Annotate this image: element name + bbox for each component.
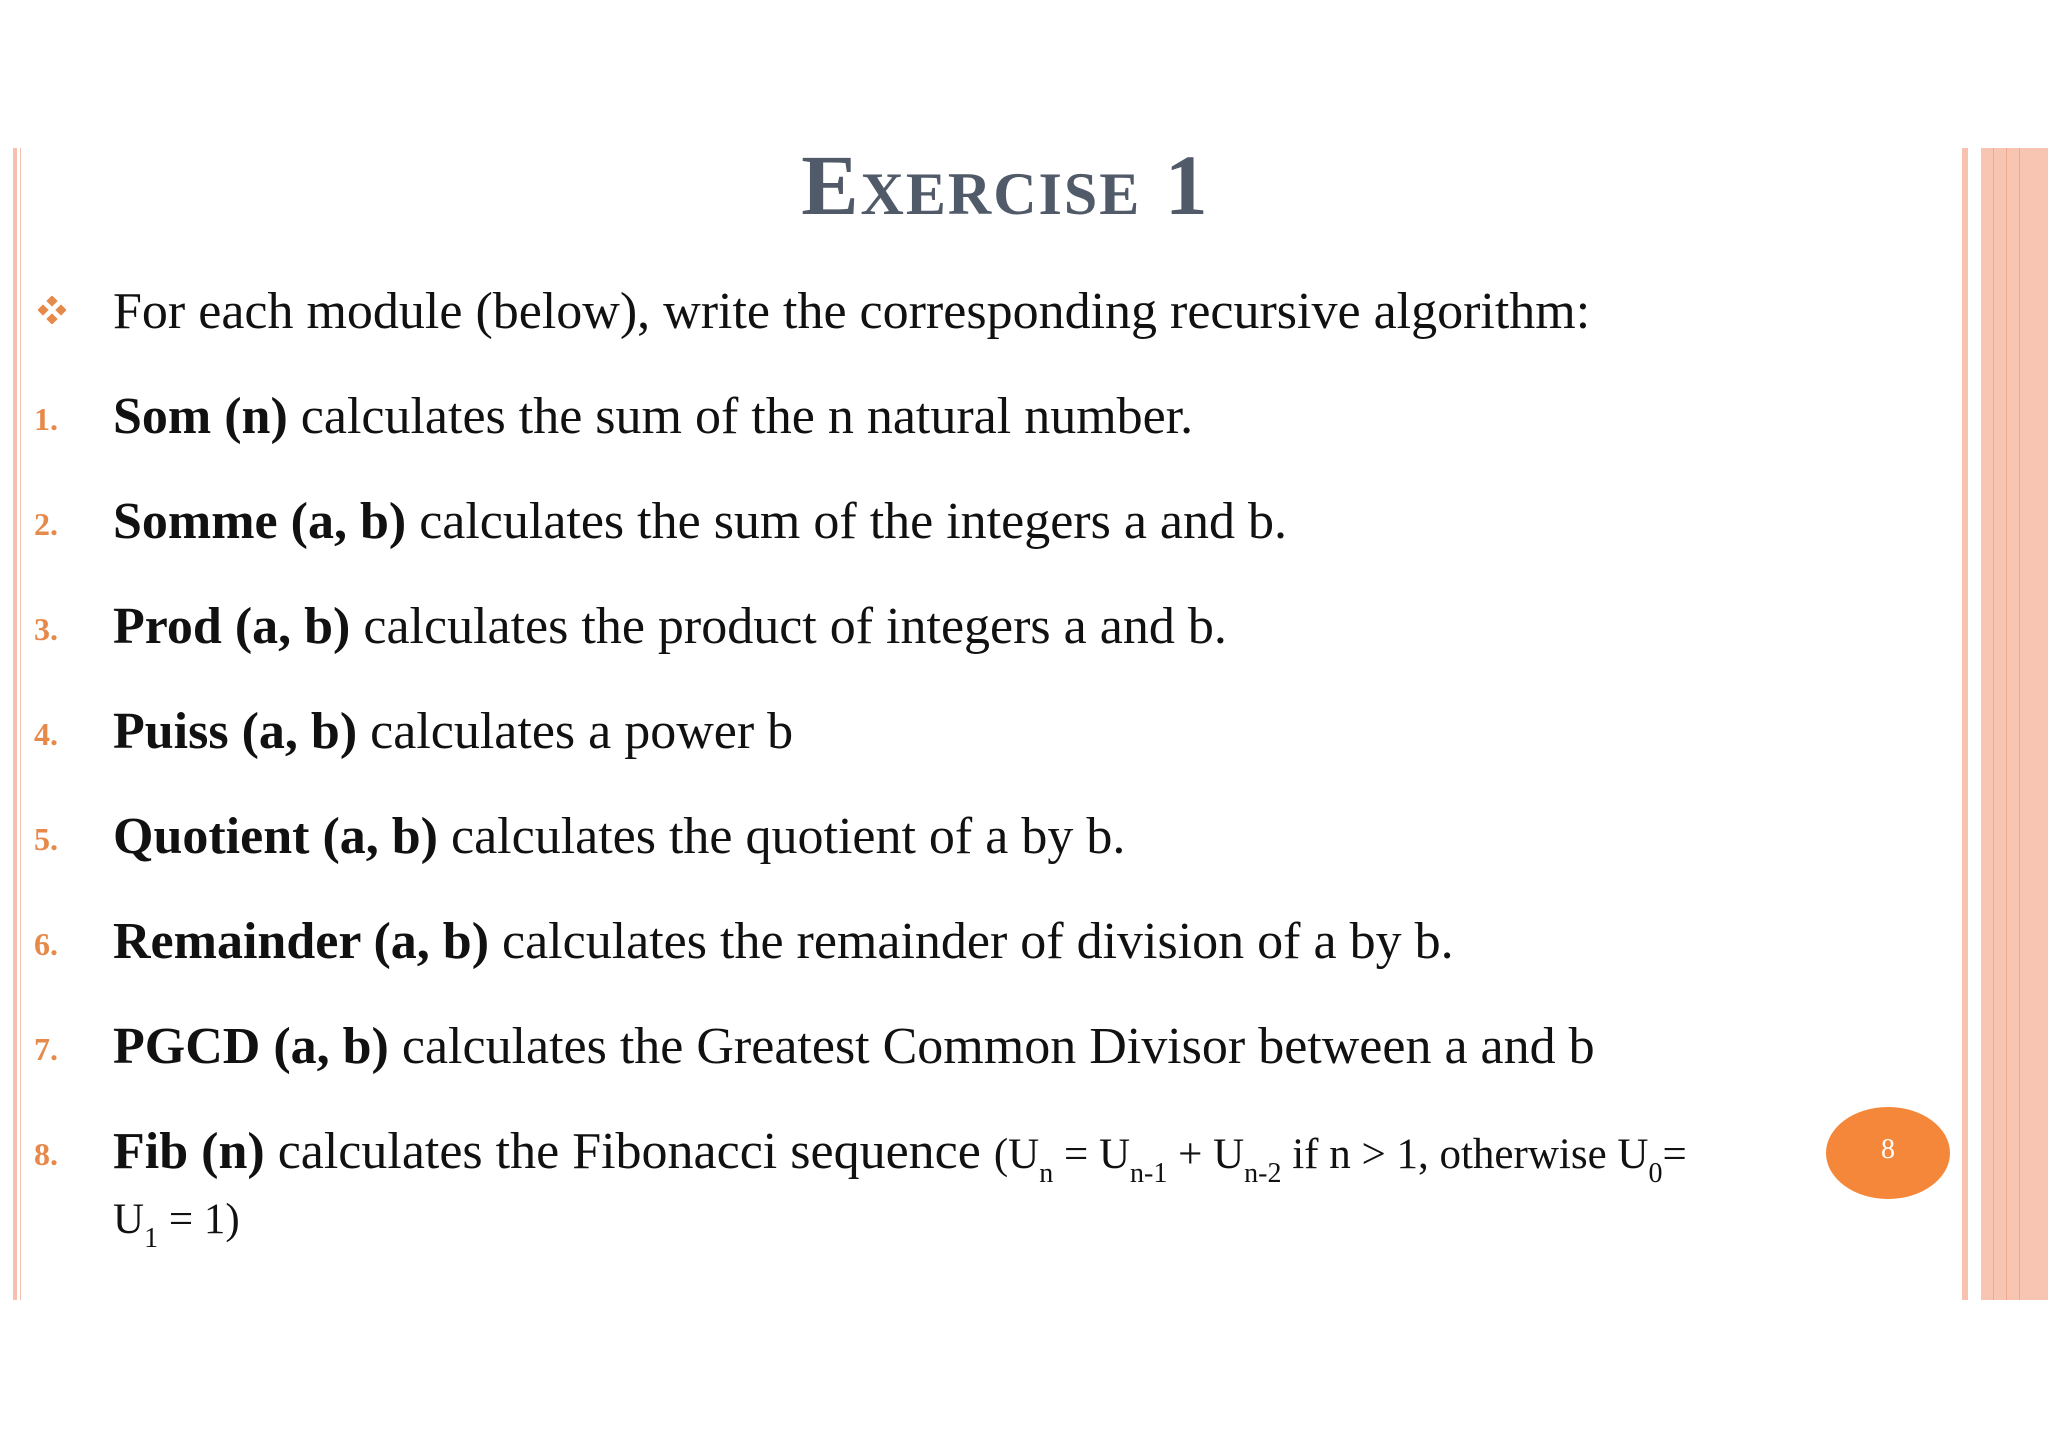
diamond-bullet-icon bbox=[38, 296, 66, 324]
list-item bbox=[0, 577, 1990, 657]
module-description: calculates the quotient of a by b. bbox=[438, 808, 1126, 865]
item-text bbox=[113, 1007, 1595, 1087]
formula-subscript: n-2 bbox=[1244, 1158, 1282, 1189]
list-item bbox=[0, 1102, 1990, 1189]
module-description: calculates the sum of the integers a and b. bbox=[406, 493, 1287, 550]
module-description: calculates the remainder of division of a by b. bbox=[489, 913, 1454, 970]
item-number: 2. bbox=[34, 506, 58, 542]
fibonacci-formula-continued bbox=[113, 1190, 240, 1255]
right-border-line bbox=[1993, 148, 1994, 1300]
module-description: calculates the Greatest Common Divisor between a and b bbox=[388, 1018, 1595, 1075]
formula-part: = U bbox=[1053, 1131, 1130, 1178]
module-description: calculates the product of integers a and b. bbox=[350, 598, 1227, 655]
module-description: calculates the Fibonacci sequence bbox=[264, 1123, 994, 1180]
module-description: calculates a power b bbox=[357, 703, 794, 760]
item-text bbox=[113, 377, 1193, 457]
item-text bbox=[113, 1112, 1687, 1200]
module-name: Puiss (a, b) bbox=[113, 703, 358, 760]
page-number: 8 bbox=[1881, 1134, 1895, 1165]
item-text bbox=[113, 482, 1287, 562]
formula-subscript: n-1 bbox=[1130, 1158, 1168, 1189]
formula-part: = 1) bbox=[158, 1196, 240, 1243]
item-text bbox=[113, 587, 1227, 667]
item-text bbox=[113, 902, 1454, 982]
item-number: 5. bbox=[34, 821, 58, 857]
list-item bbox=[0, 997, 1990, 1077]
right-border-band bbox=[1981, 148, 2048, 1300]
item-number: 7. bbox=[34, 1031, 58, 1067]
intro-bullet bbox=[0, 262, 1990, 342]
formula-part: + U bbox=[1167, 1131, 1245, 1178]
module-name: Fib (n) bbox=[113, 1123, 265, 1180]
module-description: calculates the sum of the n natural number. bbox=[287, 388, 1194, 445]
formula-subscript: n bbox=[1039, 1158, 1054, 1189]
fibonacci-formula bbox=[993, 1131, 1687, 1189]
item-number: 4. bbox=[34, 716, 58, 752]
list-item bbox=[0, 892, 1990, 972]
right-border-line bbox=[2006, 148, 2007, 1300]
formula-subscript: 0 bbox=[1648, 1158, 1663, 1189]
intro-text: For each module (below), write the corresponding recursive algorithm: bbox=[113, 283, 1591, 340]
formula-part: = bbox=[1662, 1131, 1687, 1178]
item-number: 8. bbox=[34, 1136, 58, 1172]
formula-part: (U bbox=[993, 1131, 1040, 1178]
item-number: 6. bbox=[34, 926, 58, 962]
formula-part: if n > 1, otherwise U bbox=[1281, 1131, 1649, 1178]
module-name: PGCD (a, b) bbox=[113, 1018, 389, 1075]
item-text bbox=[113, 797, 1125, 877]
item-number: 1. bbox=[34, 401, 58, 437]
slide-title: Exercise 1 bbox=[801, 137, 1210, 233]
formula-part: U bbox=[113, 1196, 145, 1243]
list-item bbox=[0, 472, 1990, 552]
list-item bbox=[0, 787, 1990, 867]
module-name: Quotient (a, b) bbox=[113, 808, 438, 865]
module-name: Remainder (a, b) bbox=[113, 913, 490, 970]
right-border-line bbox=[2019, 148, 2020, 1300]
module-name: Som (n) bbox=[113, 388, 288, 445]
item-number: 3. bbox=[34, 611, 58, 647]
list-item bbox=[0, 682, 1990, 762]
module-name: Somme (a, b) bbox=[113, 493, 407, 550]
item-text bbox=[113, 692, 793, 772]
module-name: Prod (a, b) bbox=[113, 598, 351, 655]
list-item bbox=[0, 367, 1990, 447]
formula-subscript: 1 bbox=[144, 1223, 159, 1254]
